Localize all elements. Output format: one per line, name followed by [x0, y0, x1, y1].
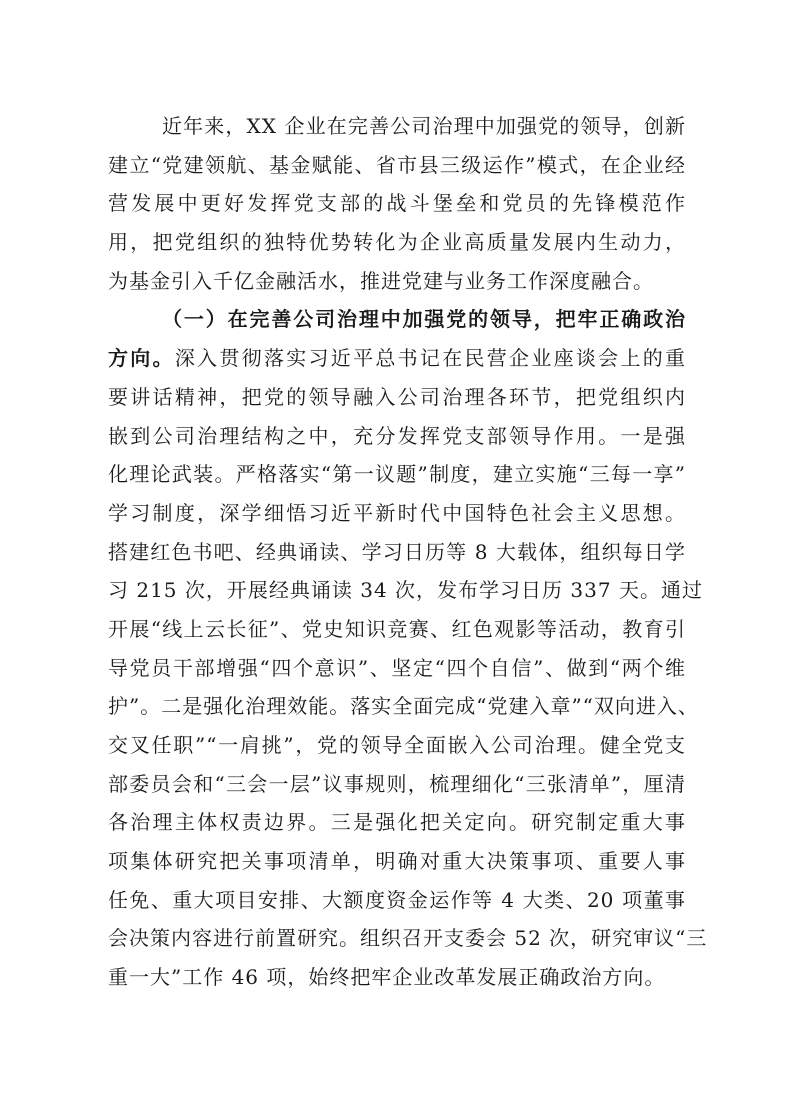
body-text: 项集体研究把关事项清单，明确对重大决策事项、重要人事	[108, 849, 686, 874]
body-text: 导党员干部增强“四个意识”、坚定“四个自信”、做到“两个维	[108, 655, 686, 680]
text-line	[108, 184, 686, 223]
body-text: 开展“线上云长征”、党史知识竞赛、红色观影等活动，教育引	[108, 616, 686, 641]
section-heading: （一）在完善公司治理中加强党的领导，把牢正确政治	[162, 307, 686, 332]
text-line	[108, 842, 686, 881]
body-text: 嵌到公司治理结构之中，充分发挥党支部领导作用。一是强	[108, 423, 686, 448]
body-text: 部委员会和“三会一层”议事规则，梳理细化“三张清单”，厘清	[108, 771, 686, 796]
text-line	[108, 533, 686, 572]
text-line	[108, 919, 708, 958]
text-line	[108, 417, 686, 456]
body-text: 化理论武装。严格落实“第一议题”制度，建立实施“三每一享”	[108, 462, 686, 487]
text-line	[108, 765, 686, 804]
body-text: 搭建红色书吧、经典诵读、学习日历等 8 大载体，组织每日学	[108, 539, 686, 564]
text-line	[108, 610, 686, 649]
text-line	[108, 223, 686, 262]
document-page	[108, 107, 708, 997]
text-line	[108, 494, 686, 533]
text-line	[108, 803, 686, 842]
body-text: 学习制度，深学细悟习近平新时代中国特色社会主义思想。	[108, 500, 686, 525]
text-line	[108, 958, 686, 997]
body-text: 各治理主体权责边界。三是强化把关定向。研究制定重大事	[108, 810, 686, 835]
body-text: 建立“党建领航、基金赋能、省市县三级运作”模式，在企业经	[108, 152, 686, 177]
body-text: 营发展中更好发挥党支部的战斗堡垒和党员的先锋模范作	[108, 191, 686, 216]
body-text: 要讲话精神，把党的领导融入公司治理各环节，把党组织内	[108, 384, 686, 409]
text-line	[108, 571, 703, 610]
text-line	[108, 339, 686, 378]
section-paragraph	[108, 300, 708, 996]
body-text: 任免、重大项目安排、大额度资金运作等 4 大类、20 项董事	[108, 887, 686, 912]
body-text: 护”。二是强化治理效能。落实全面完成“党建入章”“双向进入、	[108, 694, 699, 719]
text-line	[108, 455, 686, 494]
text-line	[108, 300, 686, 339]
body-text: 近年来，XX 企业在完善公司治理中加强党的领导，创新	[162, 114, 686, 138]
text-line	[108, 262, 686, 301]
text-line	[108, 726, 686, 765]
body-text: 习 215 次，开展经典诵读 34 次，发布学习日历 337 天。通过	[108, 578, 703, 603]
text-line	[108, 107, 686, 146]
body-text: 用，把党组织的独特优势转化为企业高质量发展内生动力，	[108, 230, 686, 255]
body-text: 为基金引入千亿金融活水，推进党建与业务工作深度融合。	[108, 268, 654, 293]
text-line	[108, 881, 686, 920]
text-line	[108, 146, 686, 185]
body-text: 会决策内容进行前置研究。组织召开支委会 52 次，研究审议“三	[108, 926, 708, 951]
text-line	[108, 649, 686, 688]
section-heading: 方向。	[108, 346, 175, 371]
intro-paragraph	[108, 107, 686, 300]
body-text: 交叉任职”“一肩挑”，党的领导全面嵌入公司治理。健全党支	[108, 733, 686, 757]
text-line	[108, 687, 699, 726]
body-text: 重一大”工作 46 项，始终把牢企业改革发展正确政治方向。	[108, 965, 666, 990]
body-text: 深入贯彻落实习近平总书记在民营企业座谈会上的重	[174, 346, 687, 371]
text-line	[108, 378, 686, 417]
